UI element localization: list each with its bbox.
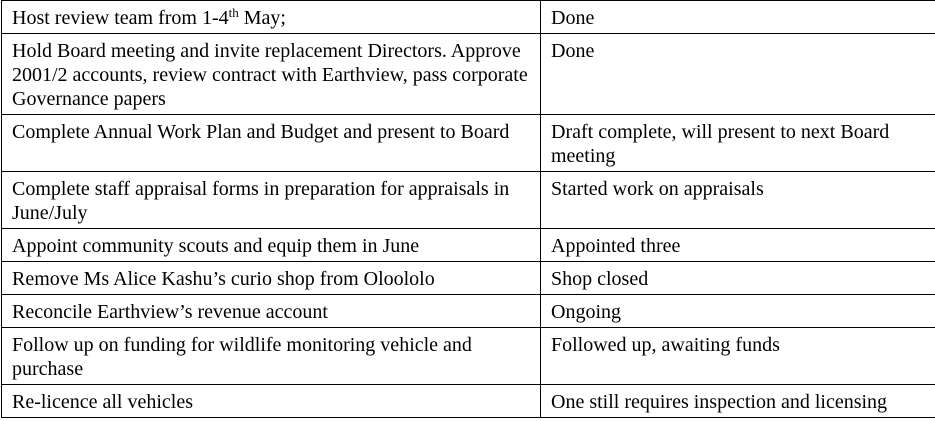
task-cell: Re-licence all vehicles	[2, 385, 541, 418]
table-row	[2, 1, 935, 34]
table-row	[2, 295, 935, 328]
status-cell: Shop closed	[541, 262, 935, 295]
task-cell: Appoint community scouts and equip them in June	[2, 229, 541, 262]
task-cell: Follow up on funding for wildlife monitoring vehicle and purchase	[2, 328, 541, 385]
task-status-table	[1, 0, 935, 418]
task-cell: Complete Annual Work Plan and Budget and present to Board	[2, 115, 541, 172]
task-cell	[2, 1, 541, 34]
table-row	[2, 385, 935, 418]
table-row	[2, 328, 935, 385]
status-cell: Ongoing	[541, 295, 935, 328]
table-row	[2, 262, 935, 295]
status-cell: Done	[541, 1, 935, 34]
table-row	[2, 34, 935, 115]
table-row	[2, 229, 935, 262]
task-text-end: May;	[238, 7, 286, 29]
status-cell: Followed up, awaiting funds	[541, 328, 935, 385]
task-cell: Remove Ms Alice Kashu’s curio shop from Oloololo	[2, 262, 541, 295]
task-cell: Hold Board meeting and invite replacement Directors. Approve 2001/2 accounts, review contract with Earthview, pass corporate Governance papers	[2, 34, 541, 115]
task-cell: Complete staff appraisal forms in preparation for appraisals in June/July	[2, 172, 541, 229]
status-cell: Started work on appraisals	[541, 172, 935, 229]
status-cell: Appointed three	[541, 229, 935, 262]
task-cell: Reconcile Earthview’s revenue account	[2, 295, 541, 328]
ordinal-suffix: th	[228, 5, 239, 20]
status-cell: Draft complete, will present to next Board meeting	[541, 115, 935, 172]
table-row	[2, 172, 935, 229]
status-cell: Done	[541, 34, 935, 115]
status-cell: One still requires inspection and licensing	[541, 385, 935, 418]
task-text: Host review team from 1-4	[12, 7, 229, 29]
table-row	[2, 115, 935, 172]
